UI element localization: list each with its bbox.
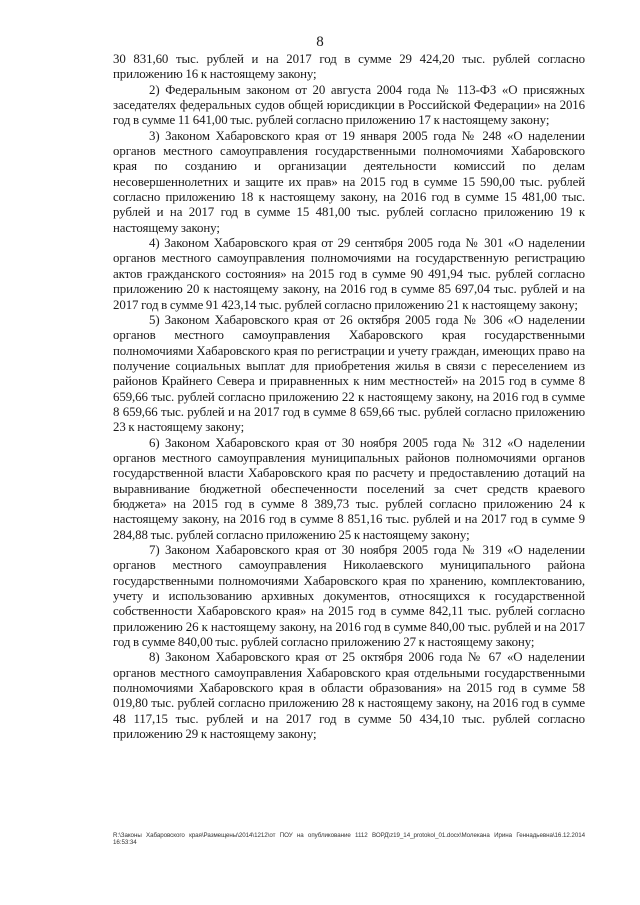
page-number: 8 — [316, 34, 324, 50]
paragraph-item-5: 5) Законом Хабаровского края от 26 октября 2005 года № 306 «О наделении органов местного самоуправления Хабаровского края государственными полномочиями Хабаровского края по регистрации и учету граждан, имеющих право на получение социальных выплат для приобретения жилья в связи с переселением из районов Крайнего Севера и приравненных к ним местностей» на 2015 год в сумме 8 659,66 тыс. рублей согласно приложению 22 к настоящему закону, на 2016 год в сумме 8 659,66 тыс. рублей и на 2017 год в сумме 8 659,66 тыс. рублей согласно приложению 23 к настоящему закону; — [113, 312, 585, 435]
paragraph-continuation: 30 831,60 тыс. рублей и на 2017 год в сумме 29 424,20 тыс. рублей согласно приложению 16 к настоящему закону; — [113, 52, 585, 82]
paragraph-item-8: 8) Законом Хабаровского края от 25 октября 2006 года № 67 «О наделении органов местного самоуправления Хабаровского края отдельными государственными полномочиями Хабаровского края в области образования» на 2015 год в сумме 58 019,80 тыс. рублей согласно приложению 28 к настоящему закону, на 2016 год в сумме 48 117,15 тыс. рублей и на 2017 год в сумме 50 434,10 тыс. рублей согласно приложению 29 к настоящему закону; — [113, 650, 585, 742]
footer-file-path: R:\Законы Хабаровского края\Размещены\2014\1212\от ПОУ на опубликование 1112 ВОРД\z19_14_protokol_01.docx\Молекана Ирина Геннадьевна\16.12.2014 16:53:34 — [113, 832, 585, 847]
paragraph-item-4: 4) Законом Хабаровского края от 29 сентября 2005 года № 301 «О наделении органов местного самоуправления полномочиями на государственную регистрацию актов гражданского состояния» на 2015 год в сумме 90 491,94 тыс. рублей согласно приложению 20 к настоящему закону, на 2016 год в сумме 85 697,04 тыс. рублей и на 2017 год в сумме 91 423,14 тыс. рублей согласно приложению 21 к настоящему закону; — [113, 236, 585, 312]
paragraph-item-3: 3) Законом Хабаровского края от 19 января 2005 года № 248 «О наделении органов местного самоуправления государственными полномочиями Хабаровского края по созданию и организации деятельности комиссий по делам несовершеннолетних и защите их прав» на 2015 год в сумме 15 590,00 тыс. рублей согласно приложению 18 к настоящему закону, на 2016 год в сумме 15 481,00 тыс. рублей и на 2017 год в сумме 15 481,00 тыс. рублей согласно приложению 19 к настоящему закону; — [113, 128, 585, 235]
paragraph-item-7: 7) Законом Хабаровского края от 30 ноября 2005 года № 319 «О наделении органов местного самоуправления Николаевского муниципального района государственными полномочиями Хабаровского края по хранению, комплектованию, учету и использованию архивных документов, относящихся к государственной собственности Хабаровского края» на 2015 год в сумме 842,11 тыс. рублей согласно приложению 26 к настоящему закону, на 2016 год в сумме 840,00 тыс. рублей и на 2017 год в сумме 840,00 тыс. рублей согласно приложению 27 к настоящему закону; — [113, 543, 585, 650]
document-body — [113, 52, 585, 742]
paragraph-item-2: 2) Федеральным законом от 20 августа 2004 года № 113-ФЗ «О присяжных заседателях федеральных судов общей юрисдикции в Российской Федерации» на 2016 год в сумме 11 641,00 тыс. рублей согласно приложению 17 к настоящему закону; — [113, 82, 585, 128]
paragraph-item-6: 6) Законом Хабаровского края от 30 ноября 2005 года № 312 «О наделении органов местного самоуправления муниципальных районов полномочиями органов государственной власти Хабаровского края по расчету и предоставлению дотаций на выравнивание бюджетной обеспеченности поселений за счет средств краевого бюджета» на 2015 год в сумме 8 389,73 тыс. рублей согласно приложению 24 к настоящему закону, на 2016 год в сумме 8 851,16 тыс. рублей и на 2017 год в сумме 9 284,88 тыс. рублей согласно приложению 25 к настоящему закону; — [113, 435, 585, 542]
